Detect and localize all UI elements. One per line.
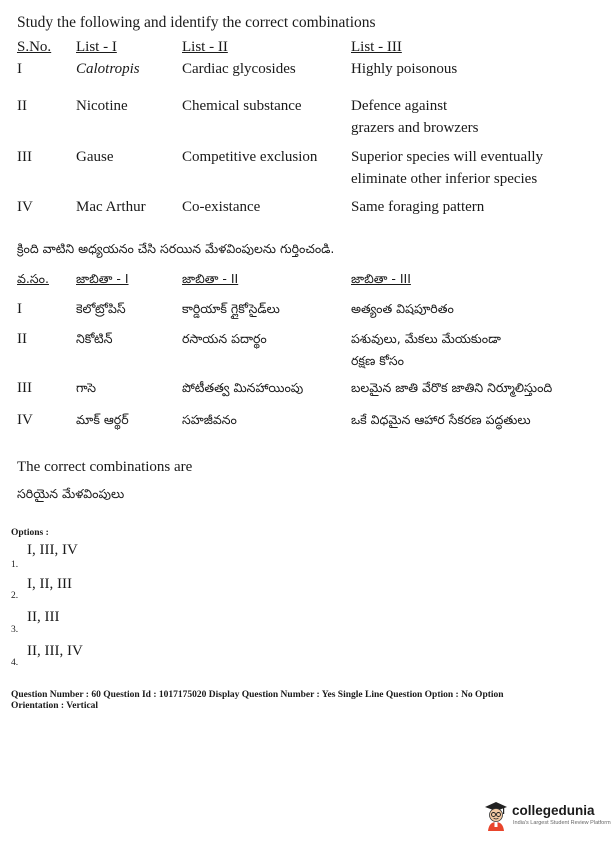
row-list-2: Competitive exclusion	[182, 149, 318, 165]
row-list-1: నికోటిన్	[76, 331, 113, 346]
option-number: 3.	[11, 625, 19, 635]
header-list-1: List - I	[76, 39, 117, 55]
row-list-2: Cardiac glycosides	[182, 61, 296, 77]
correct-combinations-prompt-telugu: సరియైన మేళవింపులు	[17, 486, 125, 501]
row-list-3-line1: Superior species will eventually	[351, 149, 544, 165]
option-4[interactable]	[11, 643, 211, 673]
row-list-3: Highly poisonous	[351, 61, 458, 77]
row-list-3	[351, 328, 587, 372]
row-list-1: మాక్ ఆర్థర్	[76, 412, 129, 427]
row-list-3-line2: రక్షణ కోసం	[351, 353, 404, 368]
row-list-1: Gause	[76, 149, 114, 165]
option-text: I, III, IV	[27, 542, 78, 558]
metadata-line-2: Orientation : Vertical	[11, 701, 99, 711]
correct-combinations-prompt: The correct combinations are	[17, 459, 193, 475]
row-sno: II	[17, 331, 27, 347]
row-sno: I	[17, 61, 22, 77]
option-1[interactable]	[11, 542, 211, 572]
option-text: II, III, IV	[27, 643, 83, 659]
row-list-3-line2: grazers and browzers	[351, 120, 479, 136]
row-list-3: Same foraging pattern	[351, 199, 485, 215]
row-list-2: కార్డియాక్ గ్లైకోసైడ్‌లు	[182, 301, 280, 316]
row-sno: I	[17, 301, 22, 317]
question-title: Study the following and identify the correct combinations	[17, 14, 376, 31]
row-list-1: Mac Arthur	[76, 199, 146, 215]
row-list-3: అత్యంత విషపూరితం	[351, 301, 454, 316]
row-list-3	[351, 95, 587, 139]
row-list-2: రసాయన పదార్థం	[182, 331, 267, 346]
option-text: I, II, III	[27, 576, 72, 592]
row-list-2: Chemical substance	[182, 98, 302, 114]
telugu-question-title: క్రింది వాటిని అధ్యయనం చేసి సరయిన మేళవింపులను గుర్తించండి.	[17, 241, 335, 256]
graduate-mascot-icon	[482, 800, 510, 832]
row-sno: II	[17, 98, 27, 114]
option-number: 1.	[11, 560, 19, 570]
row-list-3	[351, 146, 587, 190]
row-list-3-line2: eliminate other inferior species	[351, 171, 538, 187]
options-label: Options :	[11, 528, 49, 538]
logo-name: collegedunia	[512, 803, 595, 818]
row-sno: IV	[17, 199, 33, 215]
row-list-3: బలమైన జాతి వేరొక జాతిని నిర్మూలిస్తుంది	[351, 380, 553, 395]
header-list-3: List - III	[351, 39, 402, 55]
header-list-2: List - II	[182, 39, 228, 55]
row-sno: IV	[17, 412, 33, 428]
header-sno: S.No.	[17, 39, 52, 55]
row-list-2: Co-existance	[182, 199, 261, 215]
header-list-3: జాబితా - III	[351, 271, 411, 286]
row-list-2: సహజీవనం	[182, 412, 237, 427]
row-sno: III	[17, 149, 32, 165]
row-sno: III	[17, 380, 32, 396]
row-list-3: ఒకే విధమైన ఆహార సేకరణ పద్ధతులు	[351, 412, 531, 427]
row-list-1: Calotropis	[76, 61, 140, 77]
question-metadata	[11, 690, 571, 712]
row-list-2: పోటీతత్వ మినహాయింపు	[182, 380, 304, 395]
row-list-1: గాసె	[76, 380, 96, 395]
option-number: 4.	[11, 658, 19, 668]
row-list-3-line1: పశువులు, మేకలు మేయకుండా	[351, 331, 501, 346]
option-3[interactable]	[11, 609, 211, 639]
header-list-1: జాబితా - I	[76, 271, 129, 286]
row-list-1: కెలోట్రోపిస్	[76, 301, 126, 316]
option-number: 2.	[11, 591, 19, 601]
header-list-2: జాబితా - II	[182, 271, 239, 286]
row-list-1: Nicotine	[76, 98, 128, 114]
option-text: II, III	[27, 609, 60, 625]
row-list-3-line1: Defence against	[351, 98, 448, 114]
logo-tagline: India's Largest Student Review Platform	[513, 820, 611, 826]
collegedunia-logo	[482, 800, 611, 834]
metadata-line-1: Question Number : 60 Question Id : 1017175020 Display Question Number : Yes Single Line Question Option : No Option	[11, 690, 504, 700]
header-sno: వ.సం.	[17, 271, 49, 286]
option-2[interactable]	[11, 576, 211, 606]
